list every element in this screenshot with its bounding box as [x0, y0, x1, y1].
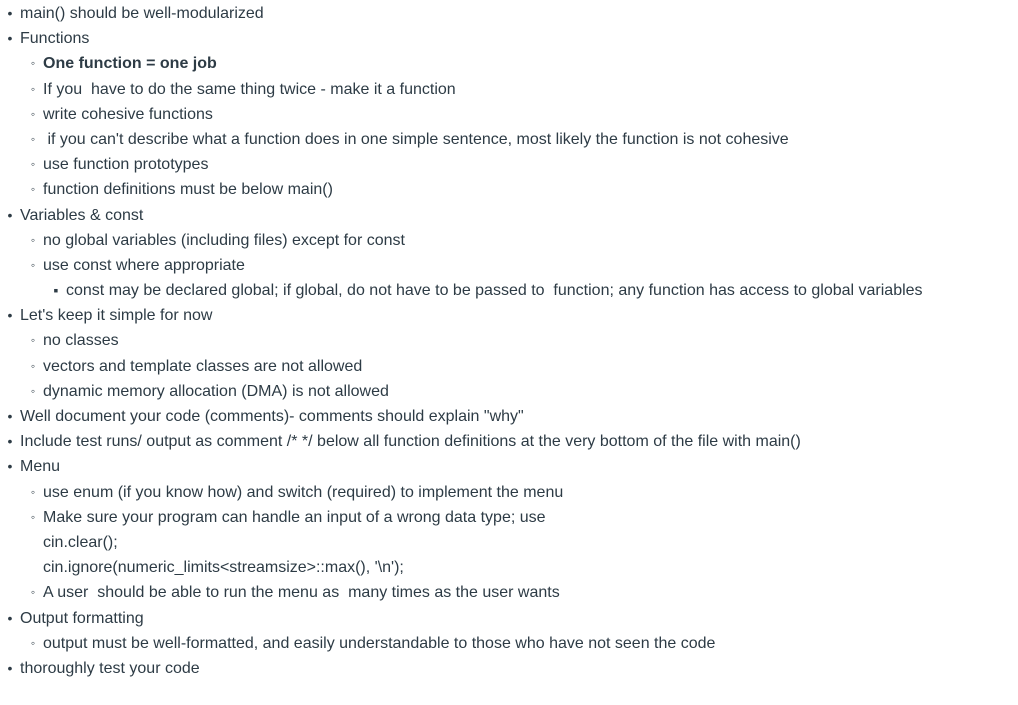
circle-bullet-icon: ◦: [30, 182, 36, 197]
circle-bullet-icon: ◦: [30, 56, 36, 71]
bullet-icon: •: [7, 5, 13, 21]
list-item-text: use enum (if you know how) and switch (required) to implement the menu: [43, 483, 564, 501]
list-item: [0, 580, 1018, 605]
list-item-text: use function prototypes: [43, 156, 209, 174]
circle-bullet-icon: ◦: [30, 635, 36, 650]
list-item: [0, 26, 1018, 51]
code-line: [0, 530, 1018, 555]
code-line-text: cin.ignore(numeric_limits<streamsize>::max(), '\n');: [43, 559, 404, 577]
list-item: [0, 404, 1018, 429]
circle-bullet-icon: ◦: [30, 358, 36, 373]
list-item: [0, 278, 1018, 303]
list-item-text: no classes: [43, 332, 119, 350]
list-item-text: vectors and template classes are not allowed: [43, 357, 363, 375]
list-item-text: function definitions must be below main(): [43, 181, 333, 199]
list-item: [0, 303, 1018, 328]
list-item: [0, 606, 1018, 631]
circle-bullet-icon: ◦: [30, 106, 36, 121]
list-item: [0, 631, 1018, 656]
circle-bullet-icon: ◦: [30, 383, 36, 398]
list-item-text: thoroughly test your code: [20, 659, 200, 677]
bullet-icon: •: [7, 30, 13, 47]
circle-bullet-icon: ◦: [30, 333, 36, 348]
bullet-icon: •: [7, 458, 13, 475]
circle-bullet-icon: ◦: [30, 81, 36, 96]
list-item: [0, 228, 1018, 253]
list-item-text: if you can't describe what a function does in one simple sentence, most likely the function is not cohesive: [43, 130, 789, 148]
code-line: [0, 555, 1018, 580]
list-item: [0, 505, 1018, 530]
list-item-text: Make sure your program can handle an input of a wrong data type; use: [43, 508, 546, 526]
list-item: [0, 253, 1018, 278]
circle-bullet-icon: ◦: [30, 232, 36, 247]
list-item-text: no global variables (including files) except for const: [43, 231, 405, 249]
list-item-text: Output formatting: [20, 609, 144, 627]
list-item: [0, 354, 1018, 379]
bullet-icon: •: [7, 609, 13, 626]
list-item: [0, 102, 1018, 127]
circle-bullet-icon: ◦: [30, 484, 36, 499]
list-item: [0, 203, 1018, 228]
list-item-text: Include test runs/ output as comment /* */ below all function definitions at the very bottom of the file with main(): [20, 433, 801, 451]
list-item: [0, 429, 1018, 454]
list-item-text: Functions: [20, 30, 90, 48]
circle-bullet-icon: ◦: [30, 157, 36, 172]
bullet-icon: •: [7, 206, 13, 223]
list-item: [0, 328, 1018, 353]
list-item: [0, 152, 1018, 177]
list-item: [0, 1, 1018, 26]
list-item-text: Menu: [20, 458, 61, 476]
bullet-icon: •: [7, 659, 13, 676]
list-item-text: main() should be well-modularized: [20, 5, 264, 22]
list-item: [0, 379, 1018, 404]
square-bullet-icon: ▪: [53, 282, 59, 299]
bullet-icon: •: [7, 433, 13, 450]
list-item-text: If you have to do the same thing twice - make it a function: [43, 80, 456, 98]
list-item: [0, 51, 1018, 76]
list-item: [0, 77, 1018, 102]
circle-bullet-icon: ◦: [30, 585, 36, 600]
list-item-text: const may be declared global; if global, do not have to be passed to function; any function has access to global variables: [66, 282, 923, 300]
list-item: [0, 177, 1018, 202]
bullet-icon: •: [7, 307, 13, 324]
list-item-text: Well document your code (comments)- comments should explain "why": [20, 408, 524, 425]
list-item-text: Variables & const: [20, 206, 144, 224]
list-item: [0, 454, 1018, 479]
bullet-icon: •: [7, 408, 13, 424]
list-item: [0, 127, 1018, 152]
list-item: [0, 480, 1018, 505]
circle-bullet-icon: ◦: [30, 131, 36, 146]
circle-bullet-icon: ◦: [30, 509, 36, 524]
code-line-text: cin.clear();: [43, 533, 118, 551]
list-item-text: dynamic memory allocation (DMA) is not allowed: [43, 382, 389, 400]
circle-bullet-icon: ◦: [30, 257, 36, 272]
list-item-text: write cohesive functions: [43, 105, 213, 123]
list-item-text: output must be well-formatted, and easily understandable to those who have not seen the code: [43, 634, 716, 652]
list-item: [0, 656, 1018, 681]
list-item-text: A user should be able to run the menu as many times as the user wants: [43, 584, 560, 602]
list-item-text: One function = one job: [43, 55, 217, 73]
list-item-text: Let's keep it simple for now: [20, 307, 213, 325]
list-item-text: use const where appropriate: [43, 256, 245, 274]
